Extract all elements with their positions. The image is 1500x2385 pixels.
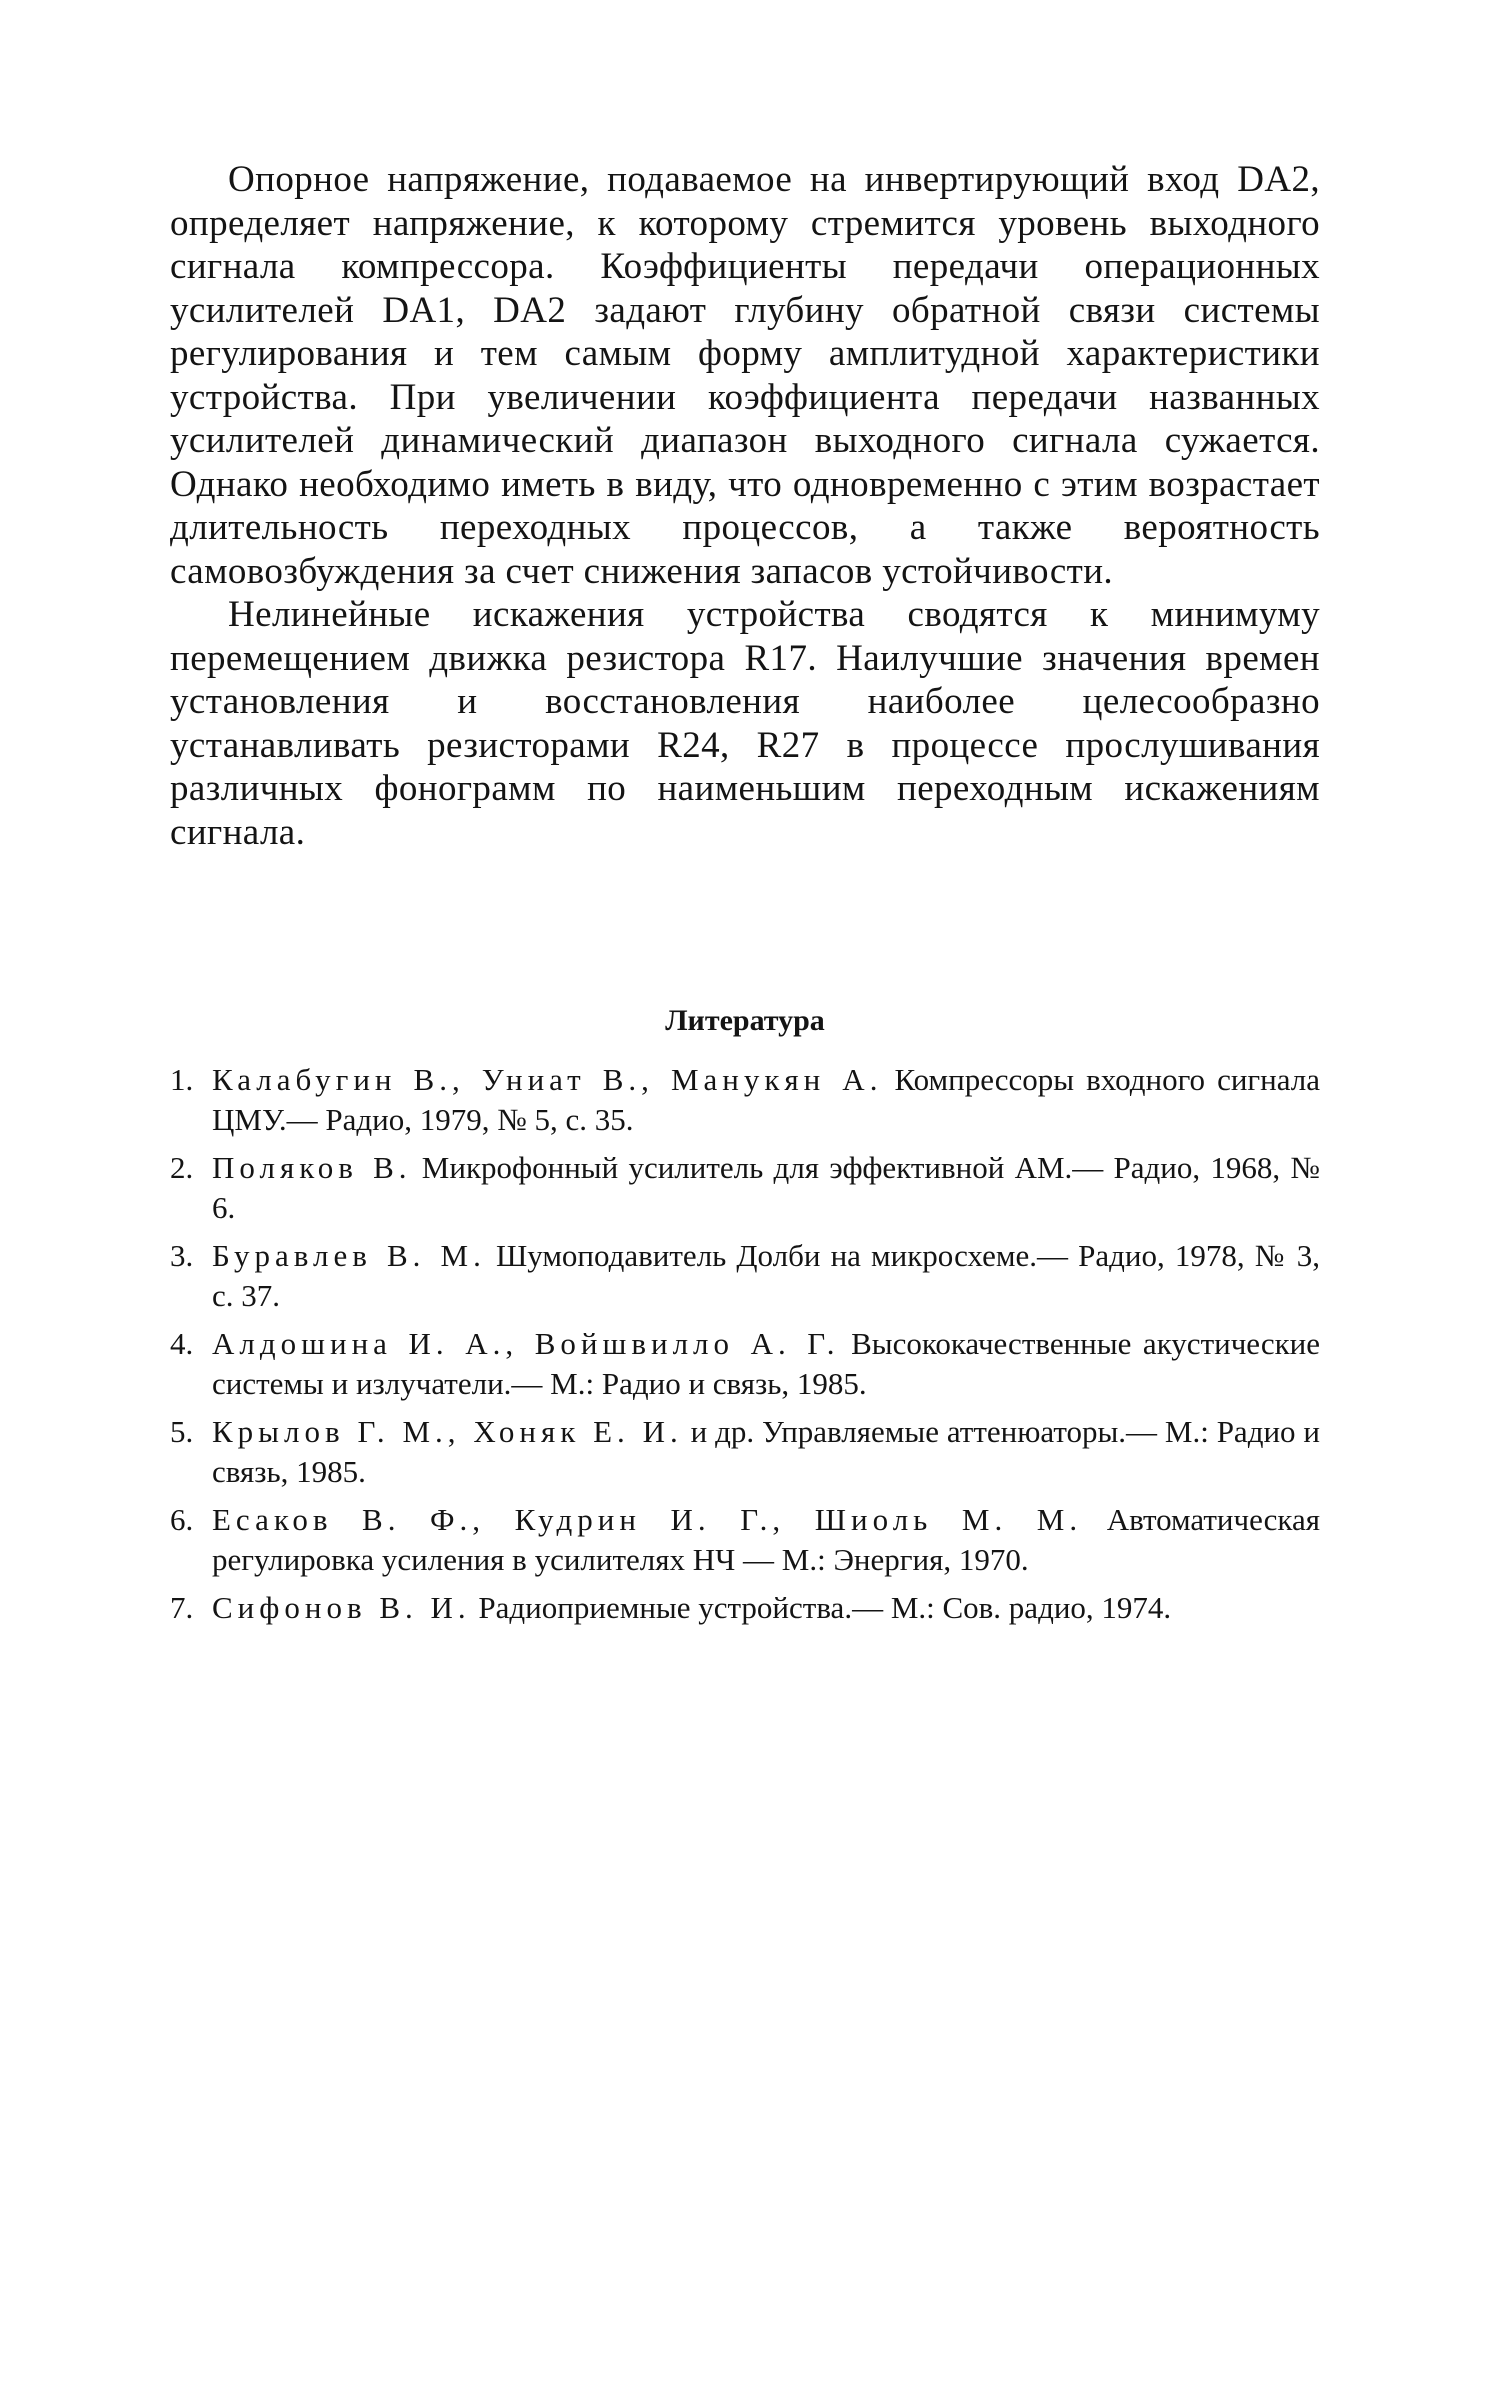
reference-title: Автоматическая регулировка усиления в усилителях НЧ — М.: Энергия, 1970.	[212, 1502, 1321, 1577]
reference-number: 2.	[170, 1150, 194, 1185]
page	[170, 158, 1320, 1636]
reference-authors: Алдошина И. А., Войшвилло А. Г.	[212, 1326, 840, 1361]
reference-title: Радиоприемные устройства.— М.: Сов. радио, 1974.	[478, 1590, 1172, 1625]
reference-number: 7.	[170, 1590, 194, 1625]
reference-number: 4.	[170, 1326, 194, 1361]
reference-title: и др. Управляемые аттенюаторы.— М.: Радио и связь, 1985.	[212, 1414, 1321, 1489]
reference-authors: Поляков В.	[212, 1150, 412, 1185]
reference-item	[170, 1060, 1320, 1140]
reference-title: Микрофонный усилитель для эффективной АМ.— Радио, 1968, № 6.	[212, 1150, 1320, 1225]
references-list	[170, 1060, 1320, 1628]
reference-number: 1.	[170, 1062, 194, 1097]
body-text	[170, 158, 1320, 854]
reference-title: Шумоподавитель Долби на микросхеме.— Радио, 1978, № 3, с. 37.	[212, 1238, 1321, 1313]
reference-authors: Крылов Г. М., Хоняк Е. И.	[212, 1414, 683, 1449]
reference-item	[170, 1588, 1320, 1628]
reference-title: Высококачественные акустические системы и излучатели.— М.: Радио и связь, 1985.	[212, 1326, 1320, 1401]
reference-authors: Есаков В. Ф., Кудрин И. Г., Шиоль М. М.	[212, 1502, 1083, 1537]
reference-item	[170, 1412, 1320, 1492]
reference-number: 3.	[170, 1238, 194, 1273]
reference-number: 6.	[170, 1502, 194, 1537]
reference-number: 5.	[170, 1414, 194, 1449]
reference-item	[170, 1236, 1320, 1316]
reference-authors: Калабугин В., Униат В., Манукян А.	[212, 1062, 883, 1097]
reference-authors: Буравлев В. М.	[212, 1238, 486, 1273]
paragraph: Нелинейные искажения устройства сводятся к минимуму перемещением движка резистора R17. Наилучшие значения времен установления и восстановления наиболее целесообразно устанавливать резисторами R24, R27 в процессе прослушивания различных фонограмм по наименьшим переходным искажениям сигнала.	[170, 594, 1320, 853]
reference-item	[170, 1324, 1320, 1404]
references-heading: Литература	[665, 1004, 825, 1037]
reference-authors: Сифонов В. И.	[212, 1590, 471, 1625]
paragraph: Опорное напряжение, подаваемое на инвертирующий вход DA2, определяет напряжение, к которому стремится уровень выходного сигнала компрессора. Коэффициенты передачи операционных усилителей DA1, DA2 задают глубину обратной связи системы регулирования и тем самым форму амплитудной характеристики устройства. При увеличении коэффициента передачи названных усилителей динамический диапазон выходного сигнала сужается. Однако необходимо иметь в виду, что одновременно с этим возрастает длительность переходных процессов, а также вероятность самовозбуждения за счет снижения запасов устойчивости.	[170, 159, 1320, 592]
reference-item	[170, 1148, 1320, 1228]
reference-item	[170, 1500, 1320, 1580]
reference-title: Компрессоры входного сигнала ЦМУ.— Радио, 1979, № 5, с. 35.	[212, 1062, 1320, 1137]
